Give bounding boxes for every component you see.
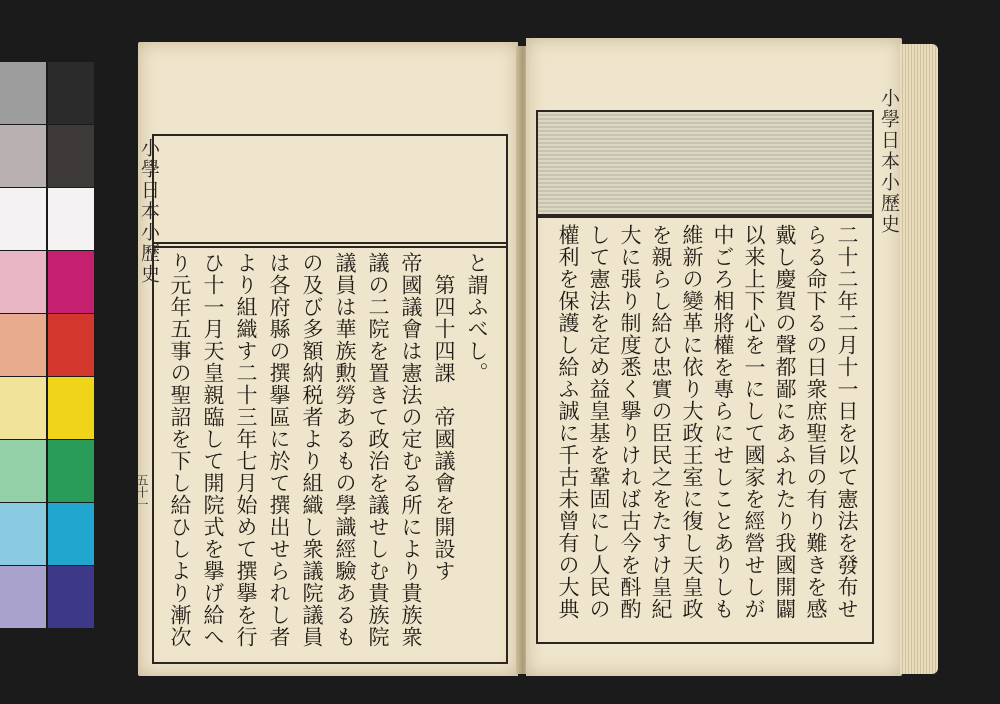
right-margin-title: 小學日本小歷史	[878, 88, 900, 235]
text-column: 第四十四課 帝國議會を開設す	[432, 252, 456, 582]
text-column: 議員は華族勲勞あるもの學識經驗あるも	[333, 252, 357, 648]
color-patch	[0, 566, 46, 628]
color-patch	[0, 503, 46, 565]
color-patch	[48, 62, 94, 124]
page-number: 五十一	[135, 474, 149, 510]
color-patch	[0, 125, 46, 187]
text-column: 議の二院を置きて政治を議せしむ貴族院	[366, 252, 390, 648]
engraved-illustration-strip	[536, 110, 874, 218]
color-patch	[0, 440, 46, 502]
text-column: 權利を保護し給ふ誠に千古未曾有の大典	[556, 224, 580, 620]
text-column: 維新の變革に依り大政王室に復し天皇政	[680, 224, 704, 620]
text-column: 中ごろ相將權を專らにせしことありしも	[711, 224, 735, 620]
text-column: の及び多額納税者より組織し衆議院議員	[300, 252, 324, 648]
color-patch	[48, 503, 94, 565]
right-page	[526, 38, 902, 676]
text-column: を親らし給ひ忠實の臣民之をたすけ皇紀	[649, 224, 673, 620]
text-column: り元年五事の聖詔を下し給ひしより漸次	[168, 252, 192, 648]
color-patch	[0, 188, 46, 250]
open-book	[128, 28, 948, 680]
text-column: 大に張り制度悉く擧りければ古今を酙酌	[618, 224, 642, 620]
color-patch	[48, 377, 94, 439]
color-patch	[48, 566, 94, 628]
color-patch	[0, 314, 46, 376]
text-column: より組織す二十三年七月始めて撰擧を行	[234, 252, 258, 648]
text-column: 帝國議會は憲法の定むる所により貴族衆	[399, 252, 423, 648]
text-column: と謂ふべし。	[465, 252, 489, 384]
color-patch	[48, 314, 94, 376]
color-patch	[48, 251, 94, 313]
left-page	[135, 42, 518, 676]
text-column: ひ十一月天皇親臨して開院式を擧げ給へ	[201, 252, 225, 648]
color-patch	[0, 62, 46, 124]
color-patch	[48, 188, 94, 250]
color-patch	[0, 377, 46, 439]
color-patch	[48, 440, 94, 502]
text-column: は各府縣の撰擧區に於て撰出せられし者	[267, 252, 291, 648]
color-patch	[0, 251, 46, 313]
text-column: 戴し慶賀の聲都鄙にあふれたり我國開闢	[773, 224, 797, 620]
color-patch	[48, 125, 94, 187]
left-margin-title: 小學日本小歷史	[138, 138, 160, 285]
page-edges	[900, 44, 938, 674]
text-column: 二十二年二月十一日を以て憲法を發布せ	[835, 224, 859, 620]
color-calibration-chart	[0, 62, 96, 629]
text-column: らる命下るの日衆庶聖旨の有り難きを感	[804, 224, 828, 620]
blank-header-panel	[152, 134, 508, 248]
text-column: して憲法を定め益皇基を鞏固にし人民の	[587, 224, 611, 620]
text-column: 以来上下心を一にして國家を經營せしが	[742, 224, 766, 620]
